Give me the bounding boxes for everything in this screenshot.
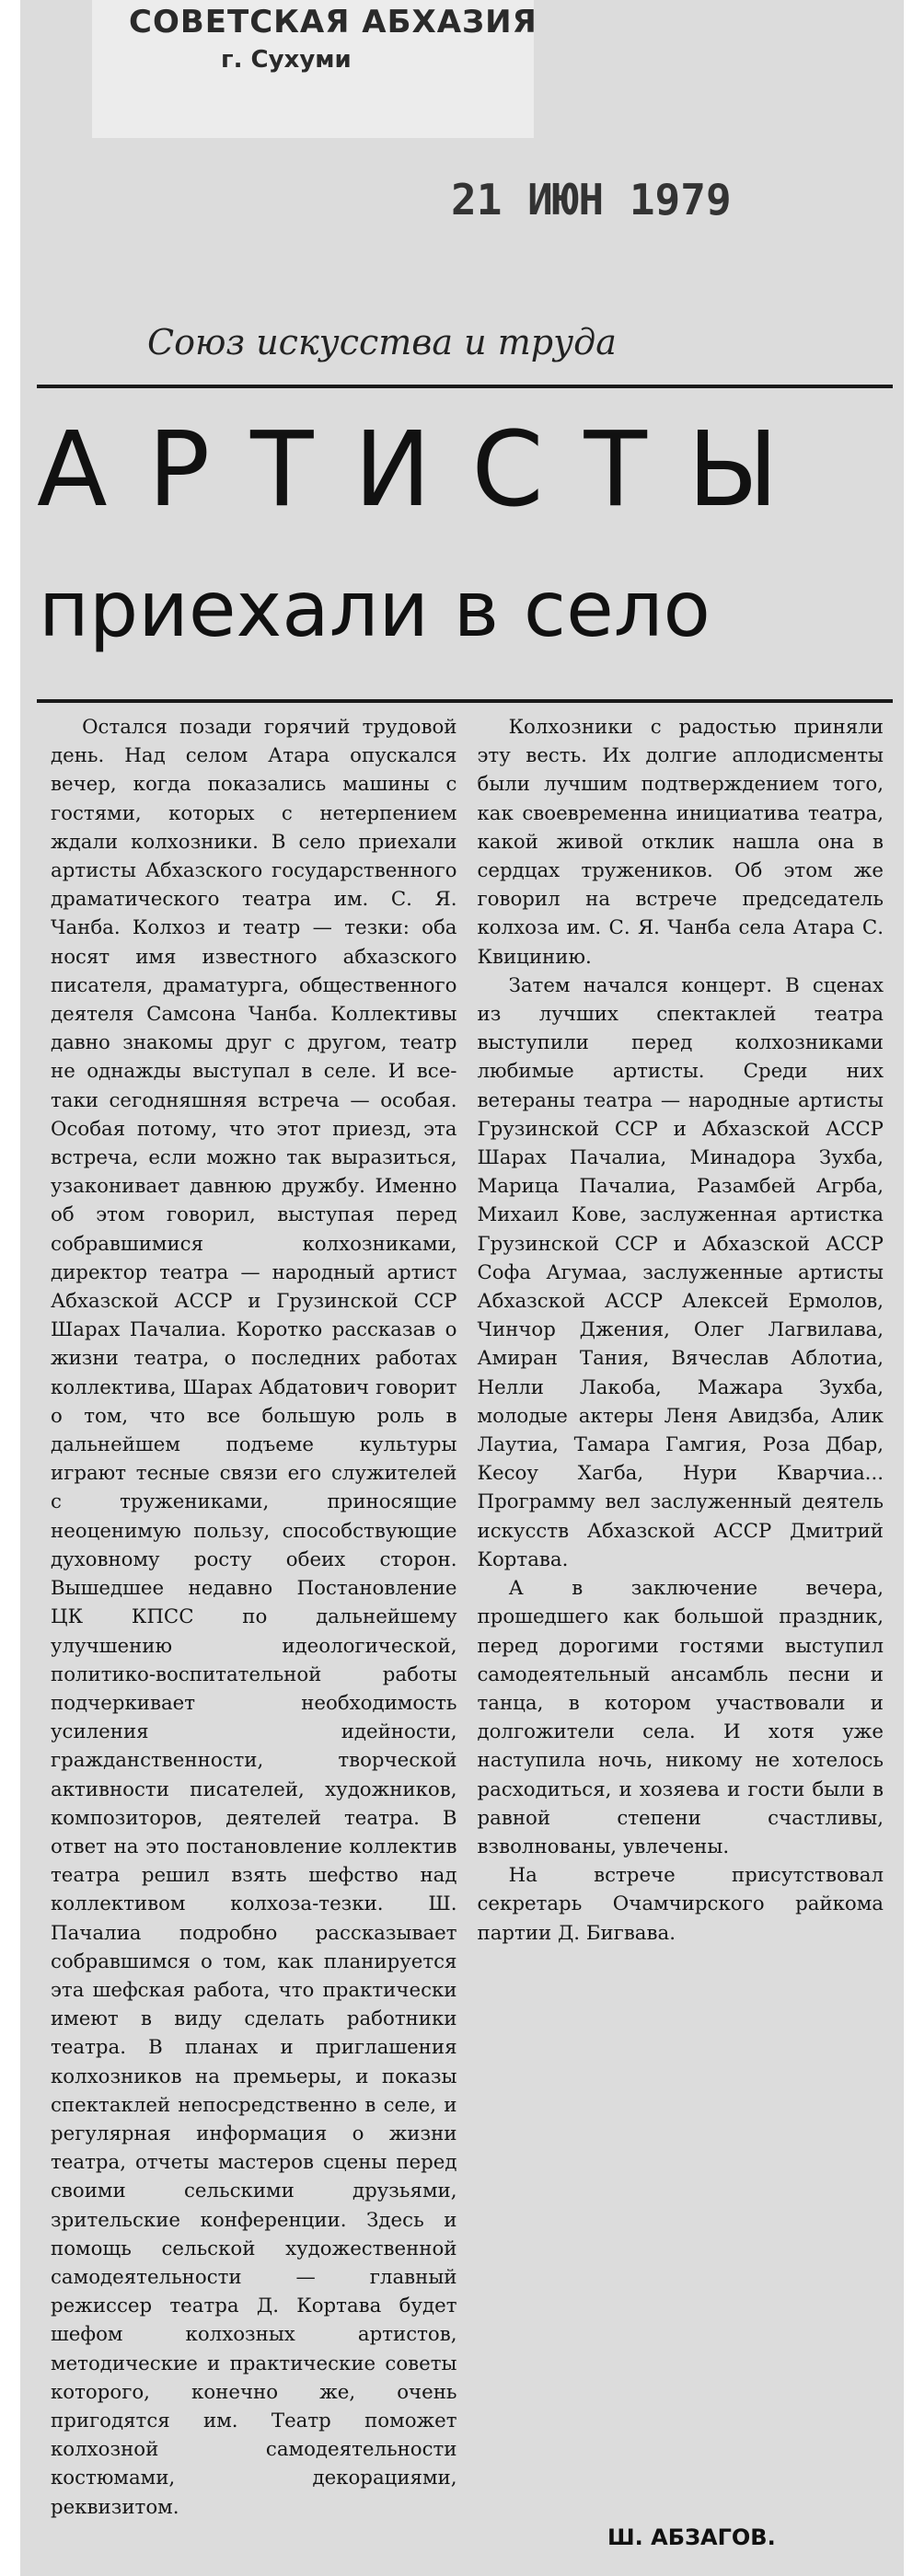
headline-line-2: приехали в село — [39, 564, 711, 654]
article-paragraph: Колхозники с радостью приняли эту весть. Их долгие аплодисменты были лучшим подтверждением того, как своевременна инициатива театра, какой живой отклик нашла она в сердцах тружеников. Об этом же говорил на встрече председатель колхоза им. С. Я. Чанба села Атара С. Квицинию. — [477, 716, 884, 969]
author-signature: Ш. АБЗАГОВ. — [607, 2524, 776, 2550]
rubric-divider — [37, 385, 893, 388]
date-stamp: 21 ИЮН 1979 — [451, 175, 732, 224]
headline-line-1: АРТИСТЫ — [37, 410, 819, 530]
newspaper-city: г. Сухуми — [221, 46, 352, 74]
newspaper-name: СОВЕТСКАЯ АБХАЗИЯ — [129, 4, 537, 40]
article-paragraph: Затем начался концерт. В сценах из лучших спектаклей театра выступили перед колхозниками любимые артисты. Среди них ветераны театра — народные артисты Грузинской ССР и Абхазской АССР Шарах Пачалиа, Минадора Зухба, Марица Пачалиа, Разамбей Агрба, Михаил Кове, заслуженная артистка Грузинской ССР и Абхазской АССР Софа Агумаа, заслуженные артисты Абхазской АССР Алексей Ермолов, Чинчор Джения, Олег Лагвилава, Амиран Тания, Вячеслав Аблотиа, Нелли Лакоба, Мажара Зухба, молодые актеры Леня Авидзба, Алик Лаутиа, Тамара Гамгия, Роза Дбар, Кесоу Хагба, Нури Кварчиа... Программу вел заслуженный деятель искусств Абхазской АССР Дмитрий Кортава. — [477, 973, 884, 1571]
article-paragraph: На встрече присутствовал секретарь Очамчирского райкома партии Д. Бигвава. — [477, 1864, 884, 1945]
article-paragraph: Остался позади горячий трудовой день. Над селом Атара опускался вечер, когда показались машины с гостями, которых с нетерпением ждали колхозники. В село приехали артисты Абхазского государственного драматического театра им. С. Я. Чанба. Колхоз и театр — тезки: оба носят имя известного абхазского писателя, драматурга, общественного деятеля Самсона Чанба. Коллективы давно знакомы друг с другом, театр не однажды выступал в селе. И все-таки сегодняшняя встреча — особая. Особая потому, что этот приезд, эта встреча, если можно так выразиться, узаконивает давнюю дружбу. Именно об этом говорил, выступая перед собравшимися колхозниками, директор театра — народный артист Абхазской АССР и Грузинской ССР Шарах Пачалиа. Коротко рассказав о жизни театра, о последних работах коллектива, Шарах Абдатович говорит о том, что все большую роль в дальнейшем подъеме культуры играют тесные связи его служителей с тружениками, приносящие неоценимую пользу, способствующие духовному росту обеих сторон. Вышедшее недавно Постановление ЦК КПСС по дальнейшему улучшению идеологической, политико-воспитательной работы подчеркивает необходимость усиления идейности, гражданственности, творческой активности писателей, художников, композиторов, деятелей театра. В ответ на это постановление коллектив театра решил взять шефство над коллективом колхоза-тезки. Ш. Пачалиа подробно рассказывает собравшимся о том, как планируется эта шефская работа, что практически имеют в виду сделать работники театра. В планах и приглашения колхозников на премьеры, и показы спектаклей непосредственно в селе, и регулярная информация о жизни театра, отчеты мастеров сцены перед своими сельскими друзьями, зрительские конференции. Здесь и помощь сельской художественной самодеятельности — главный режиссер театра Д. Кортава будет шефом колхозных артистов, методические и практические советы которого, конечно же, очень пригодятся им. Театр поможет колхозной самодеятельности костюмами, декорациями, реквизитом. — [51, 716, 457, 2519]
article-rubric: Союз искусства и труда — [147, 322, 617, 362]
article-body — [51, 713, 884, 2548]
article-paragraph: А в заключение вечера, прошедшего как большой праздник, перед дорогими гостями выступил самодеятельный ансамбль песни и танца, в котором участвовали и долгожители села. И хотя уже наступила ночь, никому не хотелось расходиться, и хозяева и гости были в равной степени счастливы, взволнованы, увлечены. — [477, 1577, 884, 1858]
headline-divider — [37, 699, 893, 703]
